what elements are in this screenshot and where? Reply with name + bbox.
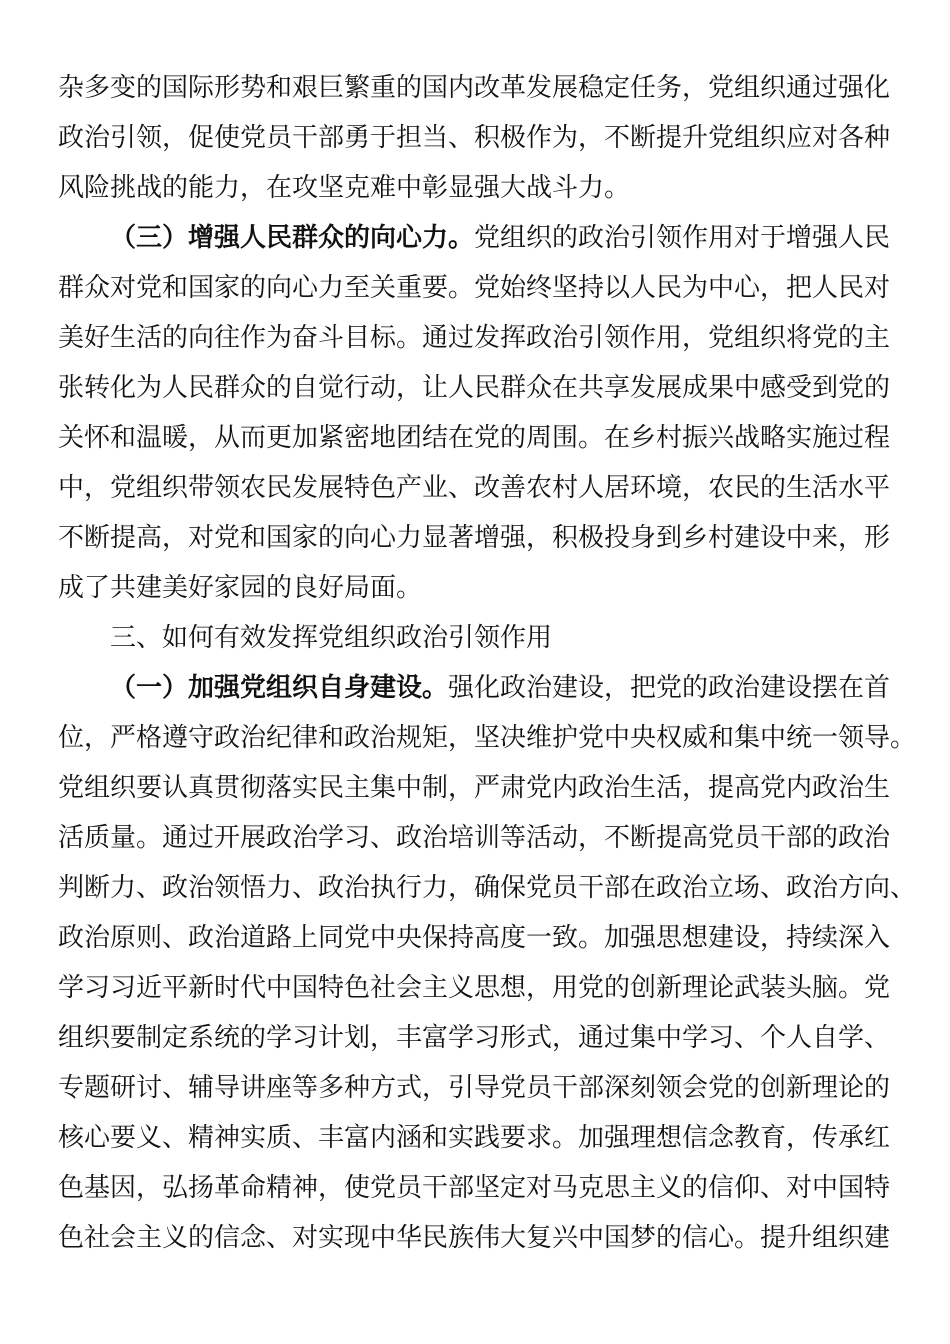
text-line: 中，党组织带领农民发展特色产业、改善农村人居环境，农民的生活水平	[58, 473, 891, 503]
subsection-heading: （三）增强人民群众的向心力。	[110, 223, 475, 253]
text-line: 风险挑战的能力，在攻坚克难中彰显强大战斗力。	[58, 173, 631, 203]
text-line: 党组织要认真贯彻落实民主集中制，严肃党内政治生活，提高党内政治生	[58, 773, 891, 803]
section-heading: 三、如何有效发挥党组织政治引领作用	[110, 623, 553, 653]
text-line: 色社会主义的信念、对实现中华民族伟大复兴中国梦的信心。提升组织建	[58, 1223, 891, 1253]
text-line	[58, 663, 891, 713]
text-line: 政治引领，促使党员干部勇于担当、积极作为，不断提升党组织应对各种	[58, 123, 891, 153]
text-run: 强化政治建设，把党的政治建设摆在首	[448, 673, 891, 703]
text-line	[58, 213, 891, 263]
text-line: 成了共建美好家园的良好局面。	[58, 573, 423, 603]
text-line: 关怀和温暖，从而更加紧密地团结在党的周围。在乡村振兴战略实施过程	[58, 423, 891, 453]
text-line: 学习习近平新时代中国特色社会主义思想，用党的创新理论武装头脑。党	[58, 973, 891, 1003]
text-line: 核心要义、精神实质、丰富内涵和实践要求。加强理想信念教育，传承红	[58, 1123, 891, 1153]
text-line: 群众对党和国家的向心力至关重要。党始终坚持以人民为中心，把人民对	[58, 273, 891, 303]
text-run: 党组织的政治引领作用对于增强人民	[474, 223, 891, 253]
text-line: 色基因，弘扬革命精神，使党员干部坚定对马克思主义的信仰、对中国特	[58, 1173, 891, 1203]
text-line: 活质量。通过开展政治学习、政治培训等活动，不断提高党员干部的政治	[58, 823, 891, 853]
section-title	[58, 613, 888, 663]
text-line: 判断力、政治领悟力、政治执行力，确保党员干部在政治立场、政治方向、	[58, 873, 917, 903]
text-line: 组织要制定系统的学习计划，丰富学习形式，通过集中学习、个人自学、	[58, 1023, 891, 1053]
text-line: 政治原则、政治道路上同党中央保持高度一致。加强思想建设，持续深入	[58, 923, 891, 953]
subsection-heading: （一）加强党组织自身建设。	[110, 673, 449, 703]
text-line: 不断提高，对党和国家的向心力显著增强，积极投身到乡村建设中来，形	[58, 523, 891, 553]
text-line: 张转化为人民群众的自觉行动，让人民群众在共享发展成果中感受到党的	[58, 373, 891, 403]
text-line: 位，严格遵守政治纪律和政治规矩，坚决维护党中央权威和集中统一领导。	[58, 723, 917, 753]
text-line: 美好生活的向往作为奋斗目标。通过发挥政治引领作用，党组织将党的主	[58, 323, 891, 353]
paragraph-party-building	[58, 663, 917, 1263]
text-line: 专题研讨、辅导讲座等多种方式，引导党员干部深刻领会党的创新理论的	[58, 1073, 891, 1103]
paragraph-continuation	[58, 63, 891, 213]
paragraph-people-cohesion	[58, 213, 891, 613]
text-line: 杂多变的国际形势和艰巨繁重的国内改革发展稳定任务，党组织通过强化	[58, 73, 891, 103]
